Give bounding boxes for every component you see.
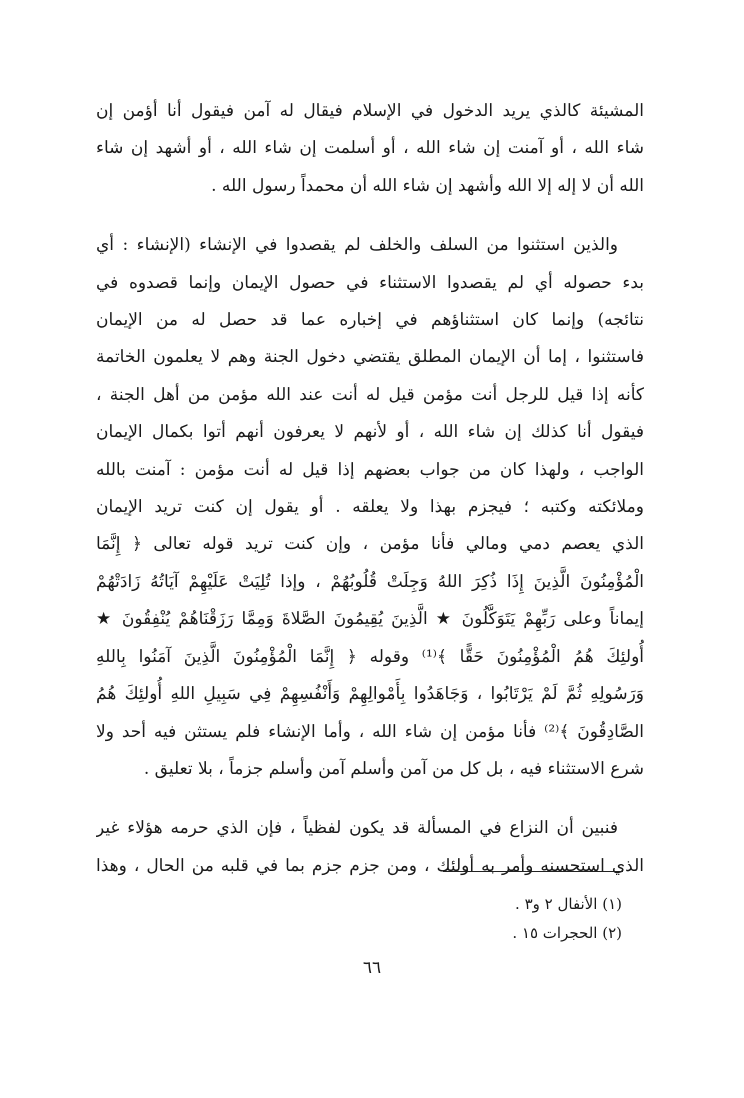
text-line: شرع الاستثناء فيه ، بل كل من آمن وأسلم آمن وأسلم جزماً ، بلا تعليق . xyxy=(143,758,644,779)
text-line: المشيئة كالذي يريد الدخول في الإسلام فيقال له آمن فيقول أنا أؤمن إن xyxy=(96,101,644,121)
footnotes xyxy=(512,890,622,948)
text-line: نتائجه) وإنما كان استثناؤهم في إخباره عما قد حصل له من الإيمان xyxy=(96,310,644,331)
quran-line: الْمُؤْمِنُونَ الَّذِينَ إِذَا ذُكِرَ اللهُ وَجِلَتْ قُلُوبُهُمْ ، وإذا تُلِيَتْ عَلَيْهِمْ آيَاتُهُ زَادَتْهُمْ xyxy=(96,571,644,592)
main-text xyxy=(96,93,644,885)
text-line: والذين استثنوا من السلف والخلف لم يقصدوا في الإنشاء (الإنشاء : أي xyxy=(96,235,618,256)
text-line: الصَّادِقُونَ ﴾⁽²⁾ فأنا مؤمن إن شاء الله ، وأما الإنشاء فلم يستثن فيه أحد ولا xyxy=(96,721,644,742)
text-line: كأنه إذا قيل للرجل أنت مؤمن قيل له أنت عند الله مؤمن من أهل الجنة ، xyxy=(96,384,644,405)
text-line: الواجب ، ولهذا كان من جواب بعضهم إذا قيل له أنت مؤمن : آمنت بالله xyxy=(96,459,644,480)
paragraph-3 xyxy=(96,810,644,885)
footnote-separator xyxy=(443,871,623,872)
text-line: الذي استحسنه وأمر به أولئك ، ومن جزم جزم بما في قلبه من الحال ، وهذا xyxy=(96,855,644,876)
text-line: وملائكته وكتبه ؛ فيجزم بهذا ولا يعلقه . أو يقول إن كنت تريد الإيمان xyxy=(96,497,644,518)
quran-line: إيماناً وعلى رَبِّهِمْ يَتَوَكَّلُونَ ★ الَّذِينَ يُقِيمُونَ الصَّلاةَ وَمِمَّا رَزَقْنَاهُمْ يُنْفِقُونَ ★ xyxy=(96,609,644,630)
text-line: الذي يعصم دمي ومالي فأنا مؤمن ، وإن كنت تريد قوله تعالى ﴿ إِنَّمَا xyxy=(96,534,644,555)
page-number: ٦٦ xyxy=(362,958,382,978)
footnote-1: (١) الأنفال ٢ و٣ . xyxy=(515,895,622,913)
footnote-2: (٢) الحجرات ١٥ . xyxy=(512,924,622,942)
text-line: بدء حصوله أي لم يقصدوا الاستثناء في حصول الإيمان وإنما قصدوه في xyxy=(96,272,644,293)
text-line: فاستثنوا ، إما أن الإيمان المطلق يقتضي دخول الجنة وهم لا يعلمون الخاتمة xyxy=(96,347,644,368)
quran-line: وَرَسُولِهِ ثُمَّ لَمْ يَرْتَابُوا ، وَجَاهَدُوا بِأَمْوالِهِمْ وَأَنْفُسِهِمْ فِي سَبِيلِ اللهِ أُولئِكَ هُمُ xyxy=(96,684,644,705)
paragraph-1 xyxy=(96,93,644,205)
paragraph-2 xyxy=(96,227,644,788)
text-line: فيقول أنا كذلك إن شاء الله ، أو لأنهم لا يعرفون أنهم أتوا بكمال الإيمان xyxy=(96,422,644,443)
text-line: شاء الله ، أو آمنت إن شاء الله ، أو أسلمت إن شاء الله ، أو أشهد إن شاء xyxy=(96,138,644,159)
quran-line: أُولئِكَ هُمُ الْمُؤْمِنُونَ حَقًّا ﴾⁽¹⁾ وقوله ﴿ إِنَّمَا الْمُؤْمِنُونَ الَّذِينَ آمَنُوا بِاللهِ xyxy=(96,646,644,667)
text-line: فنبين أن النزاع في المسألة قد يكون لفظياً ، فإن الذي حرمه هؤلاء غير xyxy=(96,818,618,839)
text-line: الله أن لا إله إلا الله وأشهد إن شاء الله أن محمداً رسول الله . xyxy=(211,175,644,196)
